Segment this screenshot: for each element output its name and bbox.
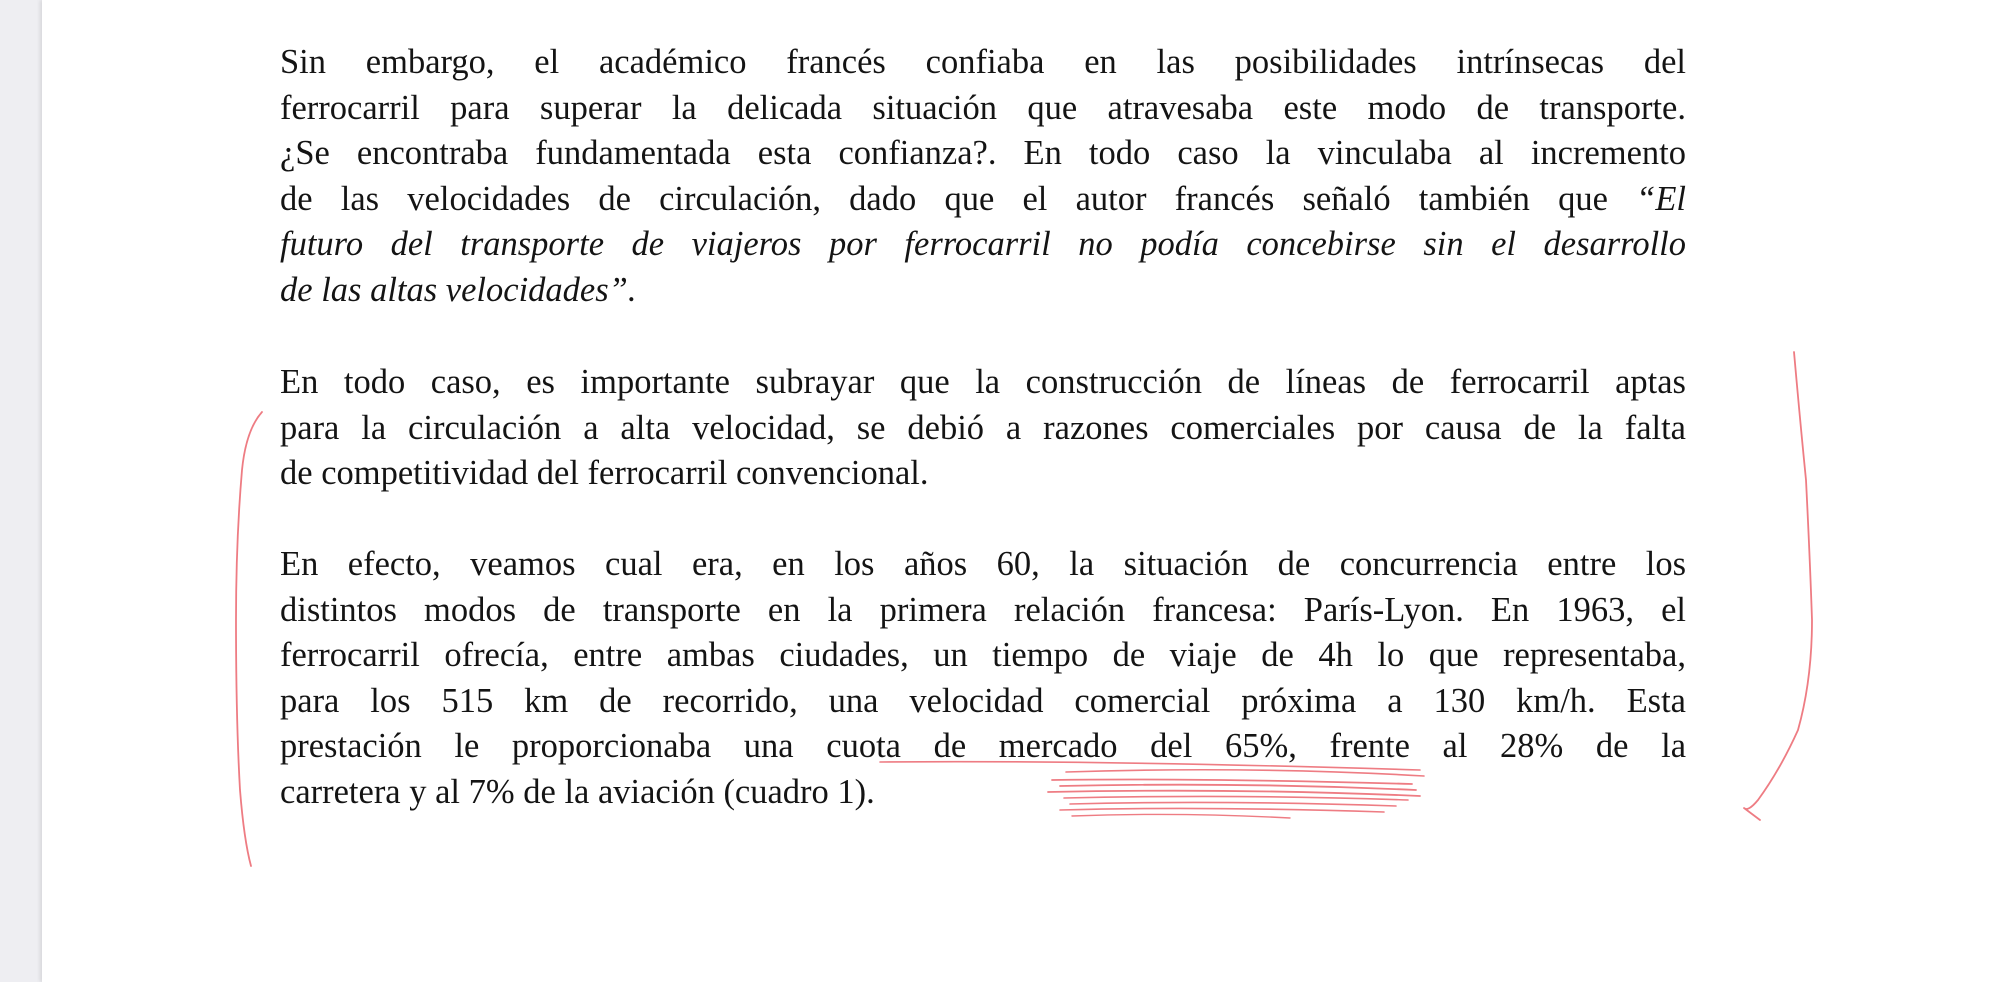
text-line-segment: frente al 28% de la [1329,727,1687,766]
text-line: ¿Se encontraba fundamentada esta confianza?. En todo caso la vinculaba al incremento [280,134,1686,173]
text-line: Sin embargo, el académico francés confiaba en las posibilidades intrínsecas del [280,43,1686,81]
text-line: En efecto, veamos cual era, en los años 60, la situación de concurrencia entre los [280,545,1686,583]
quoted-text: de las altas velocidades”. [280,270,637,309]
quoted-text-line [280,222,1686,268]
underlined-phrase: cuota de mercado del 65%, [826,727,1297,766]
text-line-segment: prestación le proporcionaba una [280,727,794,766]
paragraph-3 [280,542,1686,816]
text-line-with-quote [280,177,1686,223]
text-line: ferrocarril para superar la delicada situación que atravesaba este modo de transporte. [280,88,1686,127]
text-line: En todo caso, es importante subrayar que la construcción de líneas de ferrocarril aptas [280,363,1686,401]
paragraph-2 [280,360,1686,497]
text-line: para la circulación a alta velocidad, se debió a razones comerciales por causa de la falta [280,408,1686,447]
quoted-text-line [280,268,1686,314]
text-line-with-highlight [280,724,1686,770]
text-line: de competitividad del ferrocarril convencional. [280,454,929,493]
text-line: ferrocarril ofrecía, entre ambas ciudades, un tiempo de viaje de 4h lo que representaba, [280,636,1686,675]
quoted-text: futuro del transporte de viajeros por ferrocarril no podía concebirse sin el desarrollo [280,225,1686,264]
text-line: para los 515 km de recorrido, una velocidad comercial próxima a 130 km/h. Esta [280,681,1686,720]
paragraph-1 [280,40,1686,314]
text-line-segment: de las velocidades de circulación, dado que el autor francés señaló también que [280,179,1608,218]
quote-start: “El [1636,179,1686,218]
text-line: carretera y al 7% de la aviación (cuadro 1). [280,772,875,811]
text-line: distintos modos de transporte en la primera relación francesa: París-Lyon. En 1963, el [280,590,1686,629]
